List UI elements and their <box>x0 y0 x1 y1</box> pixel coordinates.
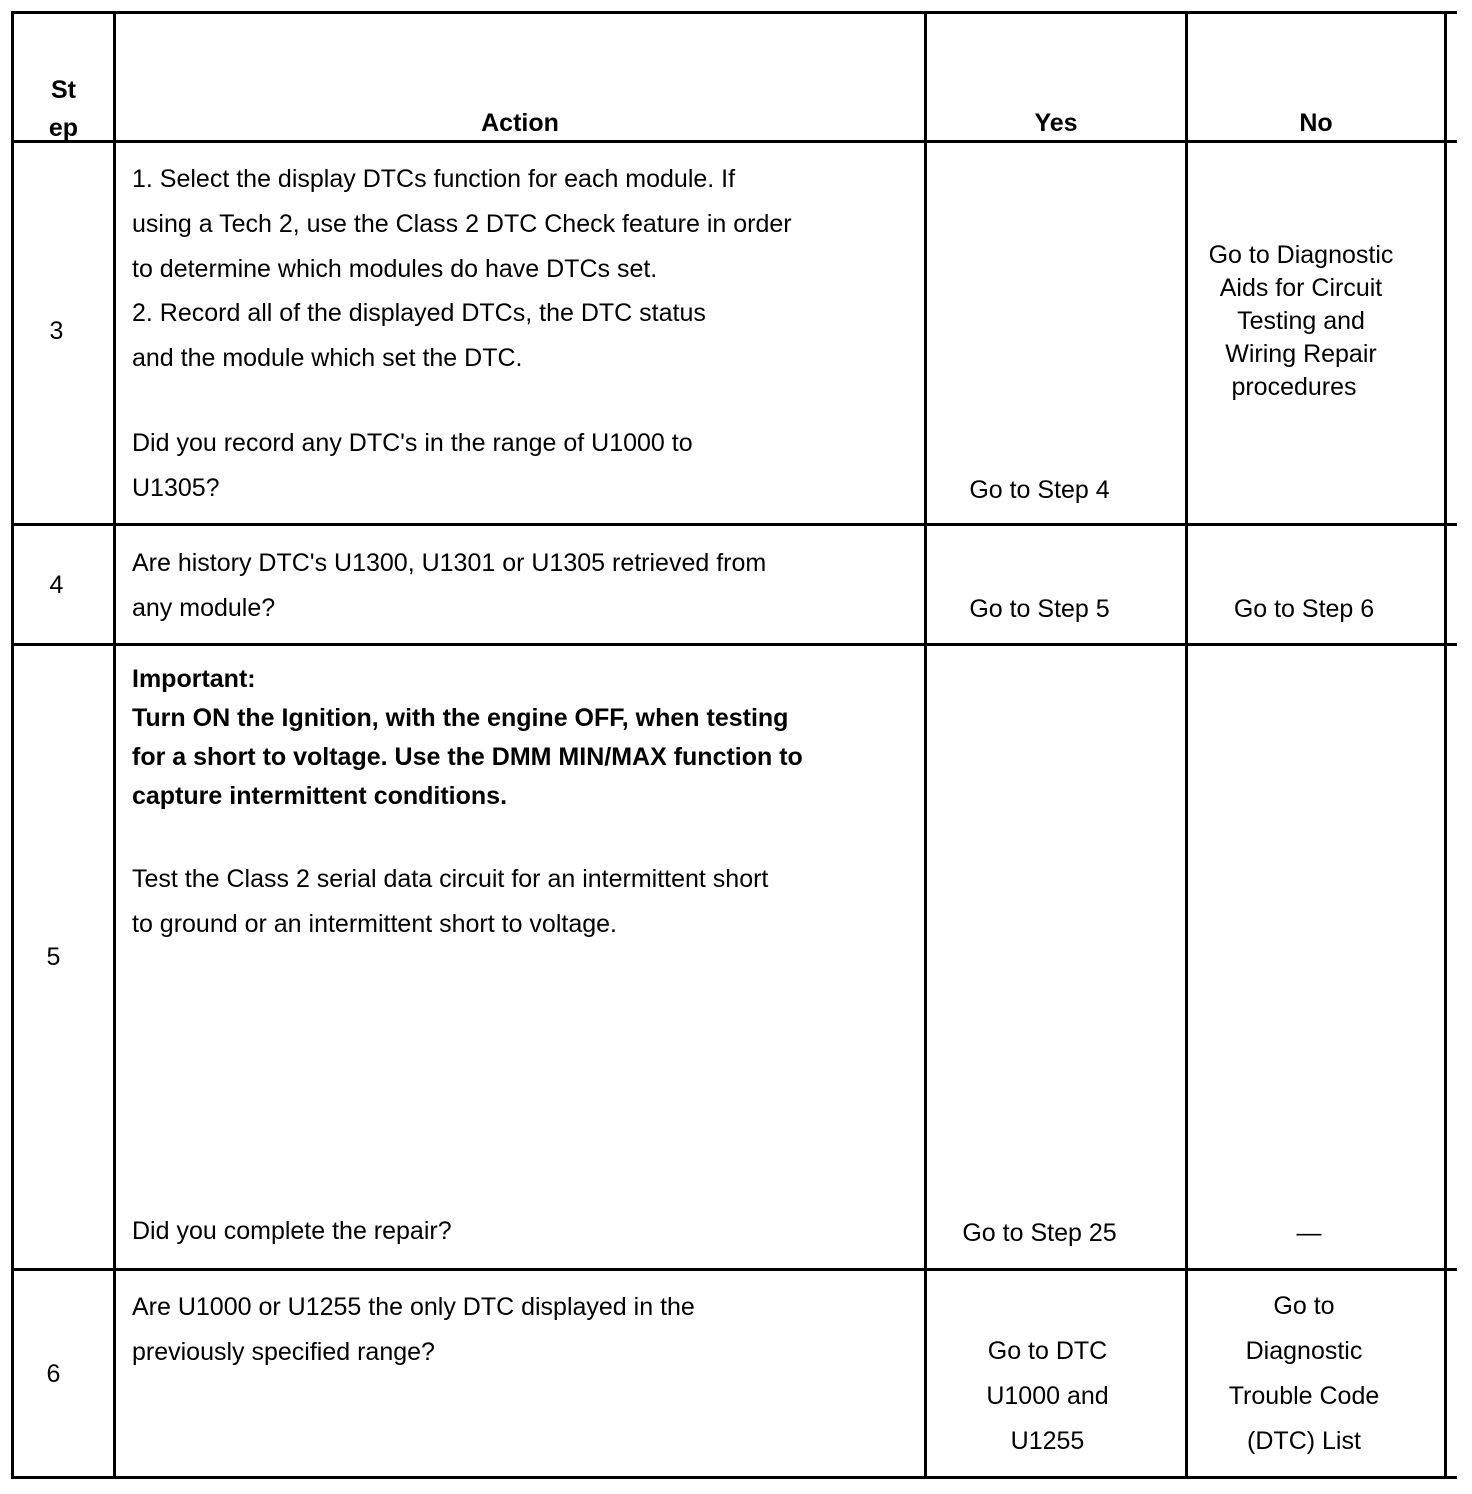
yes-result: Go to Step 25 <box>962 1219 1117 1247</box>
header-action: Action <box>481 109 559 137</box>
no-line: Diagnostic <box>1245 1337 1363 1365</box>
action-line: using a Tech 2, use the Class 2 DTC Check feature in order <box>132 210 792 238</box>
diagnostic-table <box>11 11 1457 1487</box>
action-line: Are U1000 or U1255 the only DTC displayed in the <box>132 1293 695 1321</box>
column-divider <box>1185 11 1188 1479</box>
header-step <box>14 71 113 147</box>
action-line: 2. Record all of the displayed DTCs, the DTC status <box>132 299 706 327</box>
row-divider <box>11 523 1457 526</box>
no-line: Aids for Circuit <box>1219 274 1383 302</box>
row-divider <box>11 643 1457 646</box>
action-line: Test the Class 2 serial data circuit for an intermittent short <box>132 865 769 893</box>
yes-result <box>927 1329 1168 1464</box>
header-step-line-2: ep <box>48 114 79 142</box>
no-line: Go to <box>1273 1292 1335 1320</box>
action-line: to ground or an intermittent short to voltage. <box>132 910 617 938</box>
no-result <box>1188 239 1414 404</box>
no-line: (DTC) List <box>1247 1427 1361 1455</box>
header-step-line-1: St <box>51 76 76 104</box>
action-line: to determine which modules do have DTCs set. <box>132 255 658 283</box>
table-border-right <box>1444 11 1447 1479</box>
no-line: procedures <box>1231 373 1357 401</box>
action-line: previously specified range? <box>132 1338 435 1366</box>
question-line: U1305? <box>132 474 220 502</box>
table-border-bottom <box>11 1476 1457 1479</box>
table-border-top <box>11 11 1457 14</box>
row-divider <box>11 140 1457 143</box>
yes-result: Go to Step 4 <box>969 476 1110 504</box>
step-number: 5 <box>46 943 61 971</box>
important-line: Important: <box>132 665 256 693</box>
step-number: 6 <box>46 1360 61 1388</box>
action-line: any module? <box>132 594 276 622</box>
no-line: Testing and <box>1237 307 1365 335</box>
action-line: 1. Select the display DTCs function for each module. If <box>132 165 736 193</box>
column-divider <box>113 11 116 1479</box>
question-line: Did you record any DTC's in the range of U1000 to <box>132 429 693 457</box>
step-number: 3 <box>49 317 64 345</box>
no-line: Trouble Code <box>1228 1382 1380 1410</box>
no-result <box>1188 1284 1420 1464</box>
yes-line: U1000 and <box>986 1382 1109 1410</box>
column-divider <box>924 11 927 1479</box>
important-line: capture intermittent conditions. <box>132 782 508 810</box>
action-line: and the module which set the DTC. <box>132 344 523 372</box>
important-line: for a short to voltage. Use the DMM MIN/MAX function to <box>132 743 803 771</box>
row-divider <box>11 1268 1457 1271</box>
yes-result: Go to Step 5 <box>969 595 1110 623</box>
no-line: Wiring Repair <box>1225 340 1377 368</box>
yes-line: U1255 <box>1010 1427 1085 1455</box>
question-line: Did you complete the repair? <box>132 1217 452 1245</box>
no-result: — <box>1296 1219 1322 1247</box>
table-border-left <box>11 11 14 1479</box>
step-number: 4 <box>49 571 64 599</box>
yes-line: Go to DTC <box>987 1337 1108 1365</box>
action-line: Are history DTC's U1300, U1301 or U1305 retrieved from <box>132 549 767 577</box>
header-no: No <box>1299 109 1333 137</box>
important-line: Turn ON the Ignition, with the engine OFF, when testing <box>132 704 789 732</box>
no-result: Go to Step 6 <box>1233 595 1375 623</box>
no-line: Go to Diagnostic <box>1208 241 1394 269</box>
header-yes: Yes <box>1034 109 1078 137</box>
